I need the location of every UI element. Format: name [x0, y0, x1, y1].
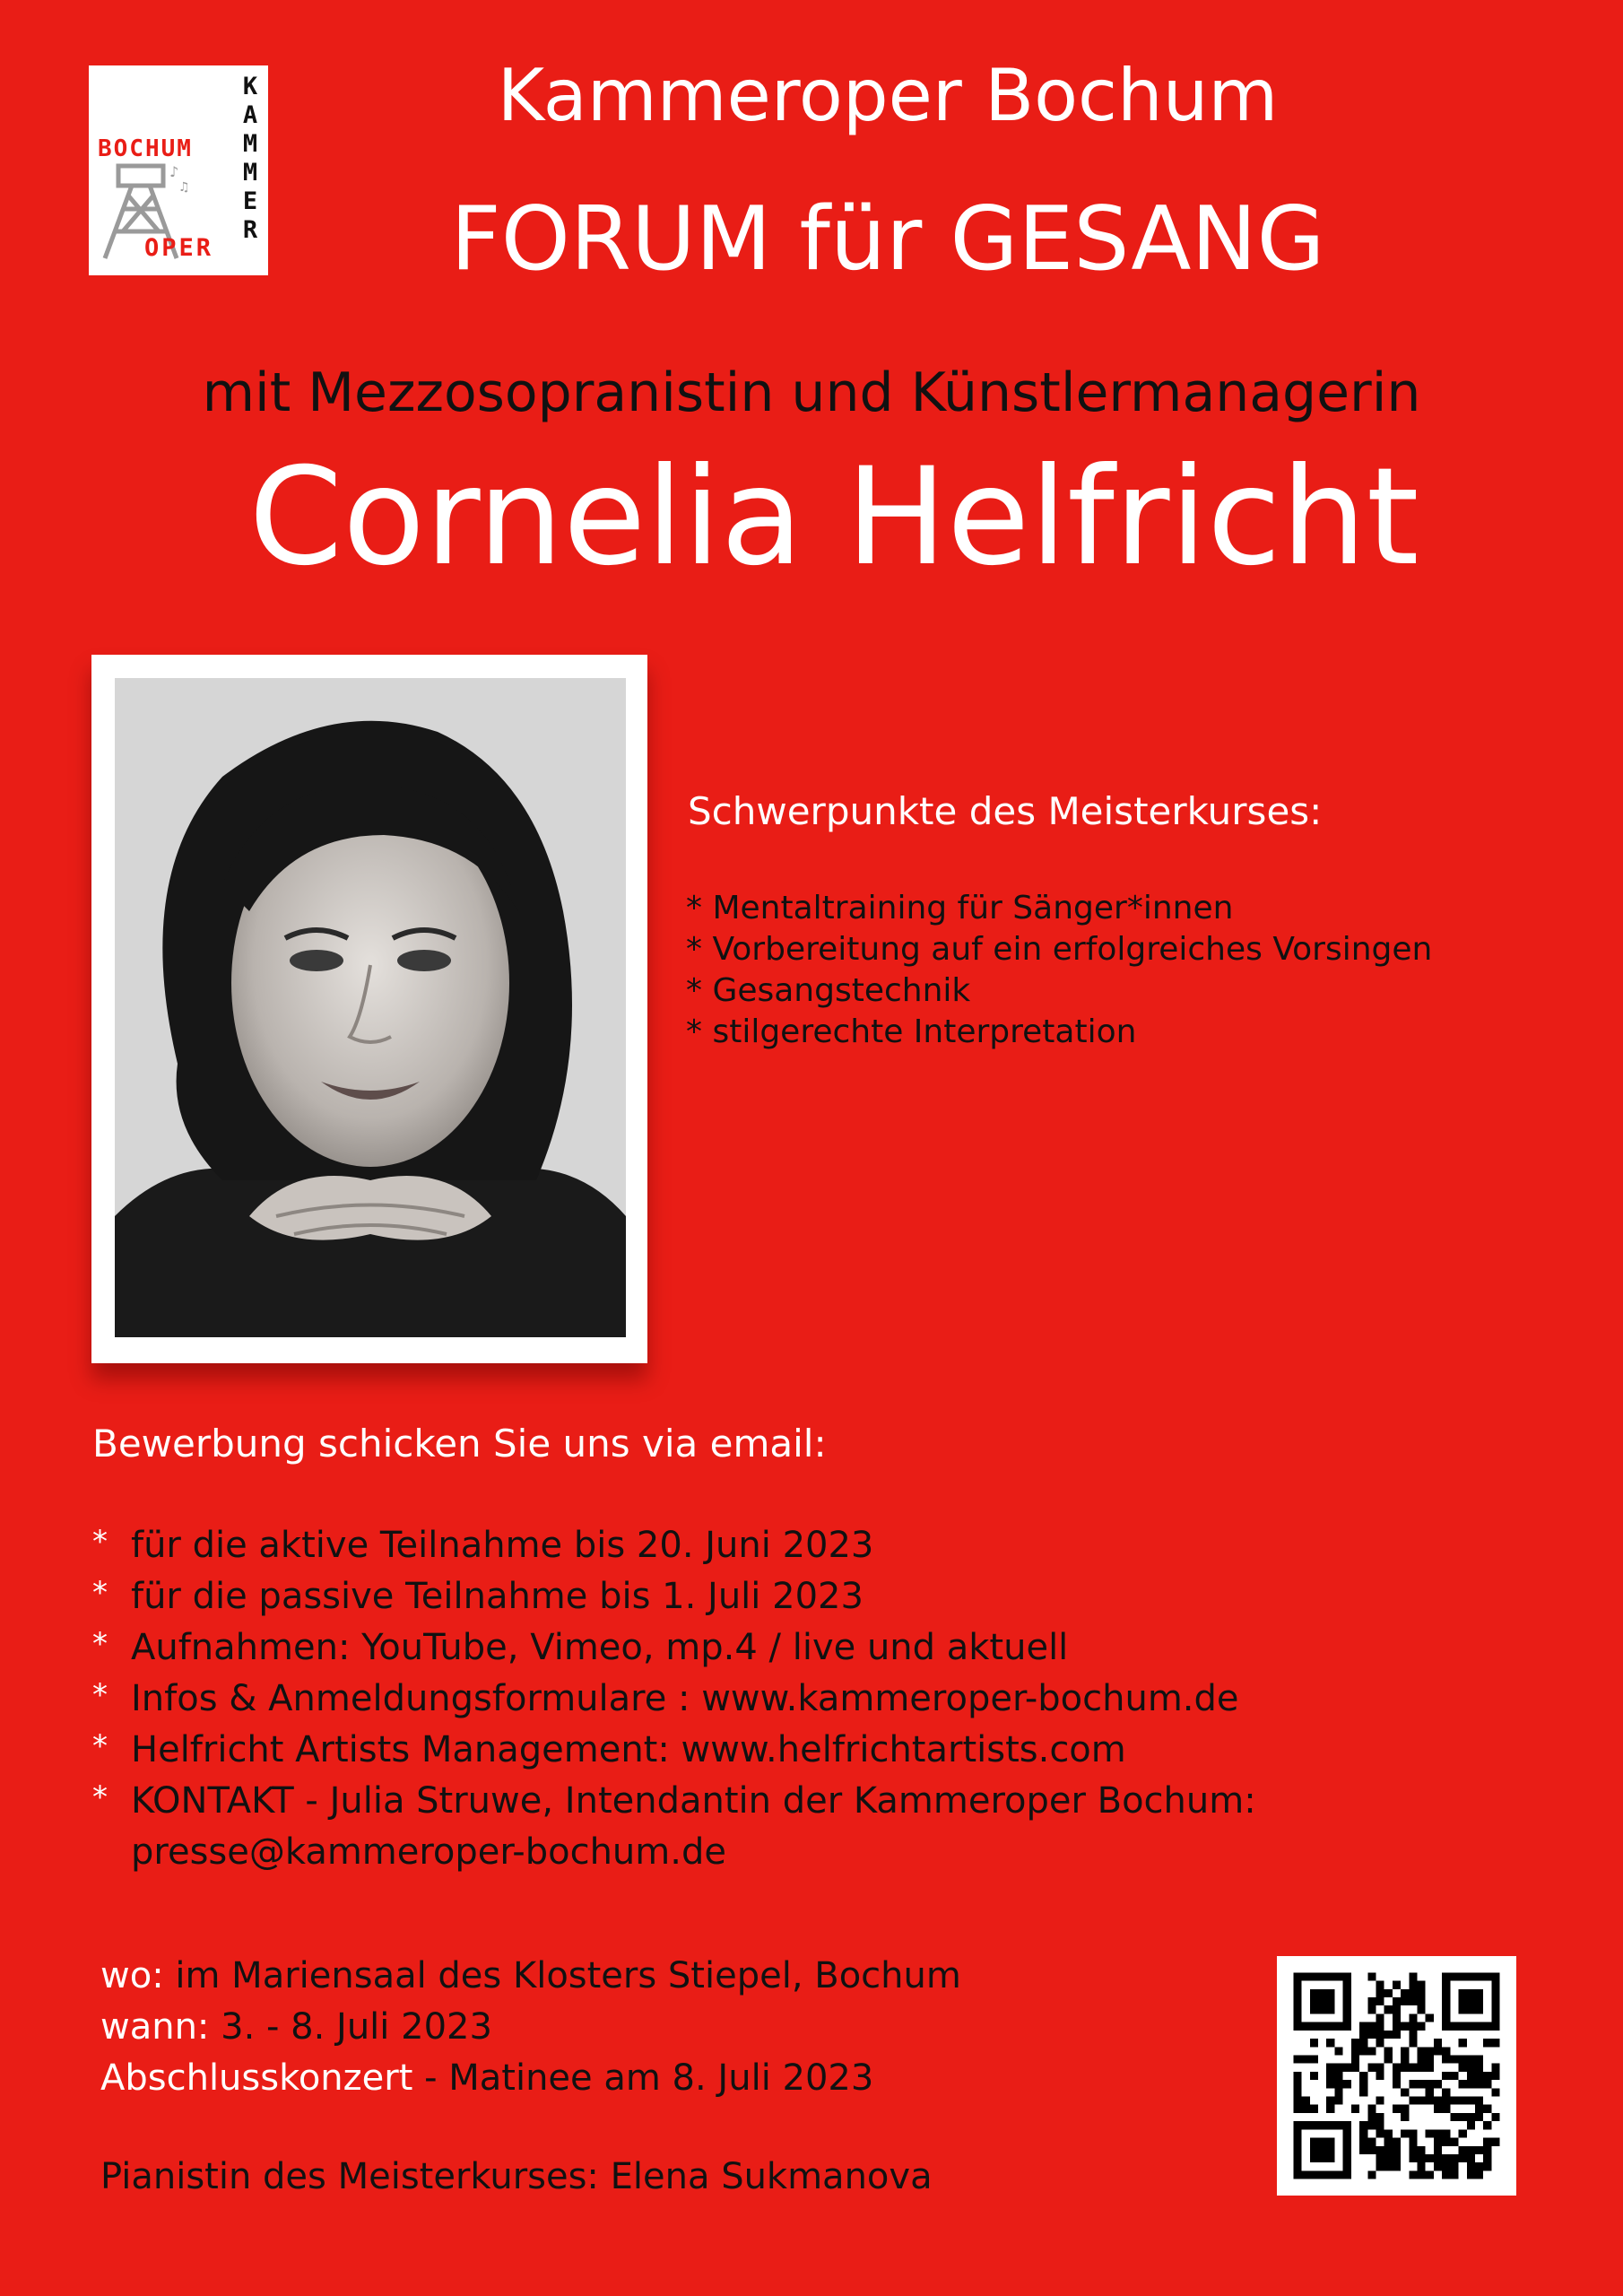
event-title: FORUM für GESANG — [450, 188, 1325, 291]
where-label: wo: — [100, 1955, 164, 1996]
kammeroper-logo — [89, 65, 268, 275]
contact-label: KONTAKT - Julia Struwe, Intendantin der Kammeroper Bochum: — [131, 1780, 1256, 1822]
logo-letter: K — [242, 73, 258, 100]
logo-letter: R — [242, 216, 258, 244]
logo-text-kammer — [237, 73, 264, 245]
event-info — [100, 1951, 961, 2104]
logo-letter: E — [242, 187, 258, 215]
list-item: * stilgerechte Interpretation — [686, 1013, 1137, 1050]
logo-letter: M — [242, 159, 258, 187]
logo-letter: M — [242, 130, 258, 158]
logo-letter: A — [242, 101, 258, 129]
list-item: * Infos & Anmeldungsformulare : www.kammeroper-bochum.de — [92, 1674, 1545, 1725]
qr-code-icon — [1277, 1956, 1516, 2196]
application-list — [92, 1520, 1545, 1878]
concert-text: - Matinee am 8. Juli 2023 — [412, 2057, 874, 2099]
date-line — [100, 2002, 961, 2053]
pianist-line: Pianistin des Meisterkurses: Elena Sukmanova — [100, 2156, 933, 2197]
focus-heading: Schwerpunkte des Meisterkurses: — [688, 789, 1323, 833]
list-item: * Gesangstechnik — [686, 972, 971, 1009]
portrait-photo — [91, 655, 647, 1363]
concert-label: Abschlusskonzert — [100, 2057, 413, 2099]
artist-name: Cornelia Helfricht — [248, 439, 1419, 596]
subtitle: mit Mezzosopranistin und Künstlermanagerin — [202, 361, 1421, 424]
contact-email[interactable]: presse@kammeroper-bochum.de — [131, 1831, 726, 1873]
logo-text-bochum: BOCHUM — [98, 135, 193, 162]
qr-code[interactable] — [1277, 1956, 1516, 2196]
list-item: * Helfricht Artists Management: www.helfrichtartists.com — [92, 1725, 1545, 1776]
portrait-image — [115, 678, 626, 1337]
date-text: 3. - 8. Juli 2023 — [209, 2006, 492, 2048]
svg-text:♫: ♫ — [178, 180, 190, 195]
focus-list — [686, 888, 1432, 1053]
venue-text: im Mariensaal des Klosters Stiepel, Bochum — [163, 1955, 961, 1996]
list-item-contact — [92, 1776, 1545, 1878]
list-item: * für die aktive Teilnahme bis 20. Juni 2023 — [92, 1520, 1545, 1571]
application-heading: Bewerbung schicken Sie uns via email: — [92, 1422, 827, 1465]
svg-text:♪: ♪ — [169, 163, 179, 180]
list-item: * Mentaltraining für Sänger*innen — [686, 890, 1234, 926]
list-item: * Aufnahmen: YouTube, Vimeo, mp.4 / live und aktuell — [92, 1622, 1545, 1674]
list-item: * für die passive Teilnahme bis 1. Juli 2023 — [92, 1571, 1545, 1622]
concert-line — [100, 2053, 961, 2104]
venue-line — [100, 1951, 961, 2002]
when-label: wann: — [100, 2006, 210, 2048]
page-title: Kammeroper Bochum — [497, 54, 1279, 137]
list-item: * Vorbereitung auf ein erfolgreiches Vorsingen — [686, 931, 1433, 968]
logo-text-oper: OPER — [144, 234, 214, 262]
